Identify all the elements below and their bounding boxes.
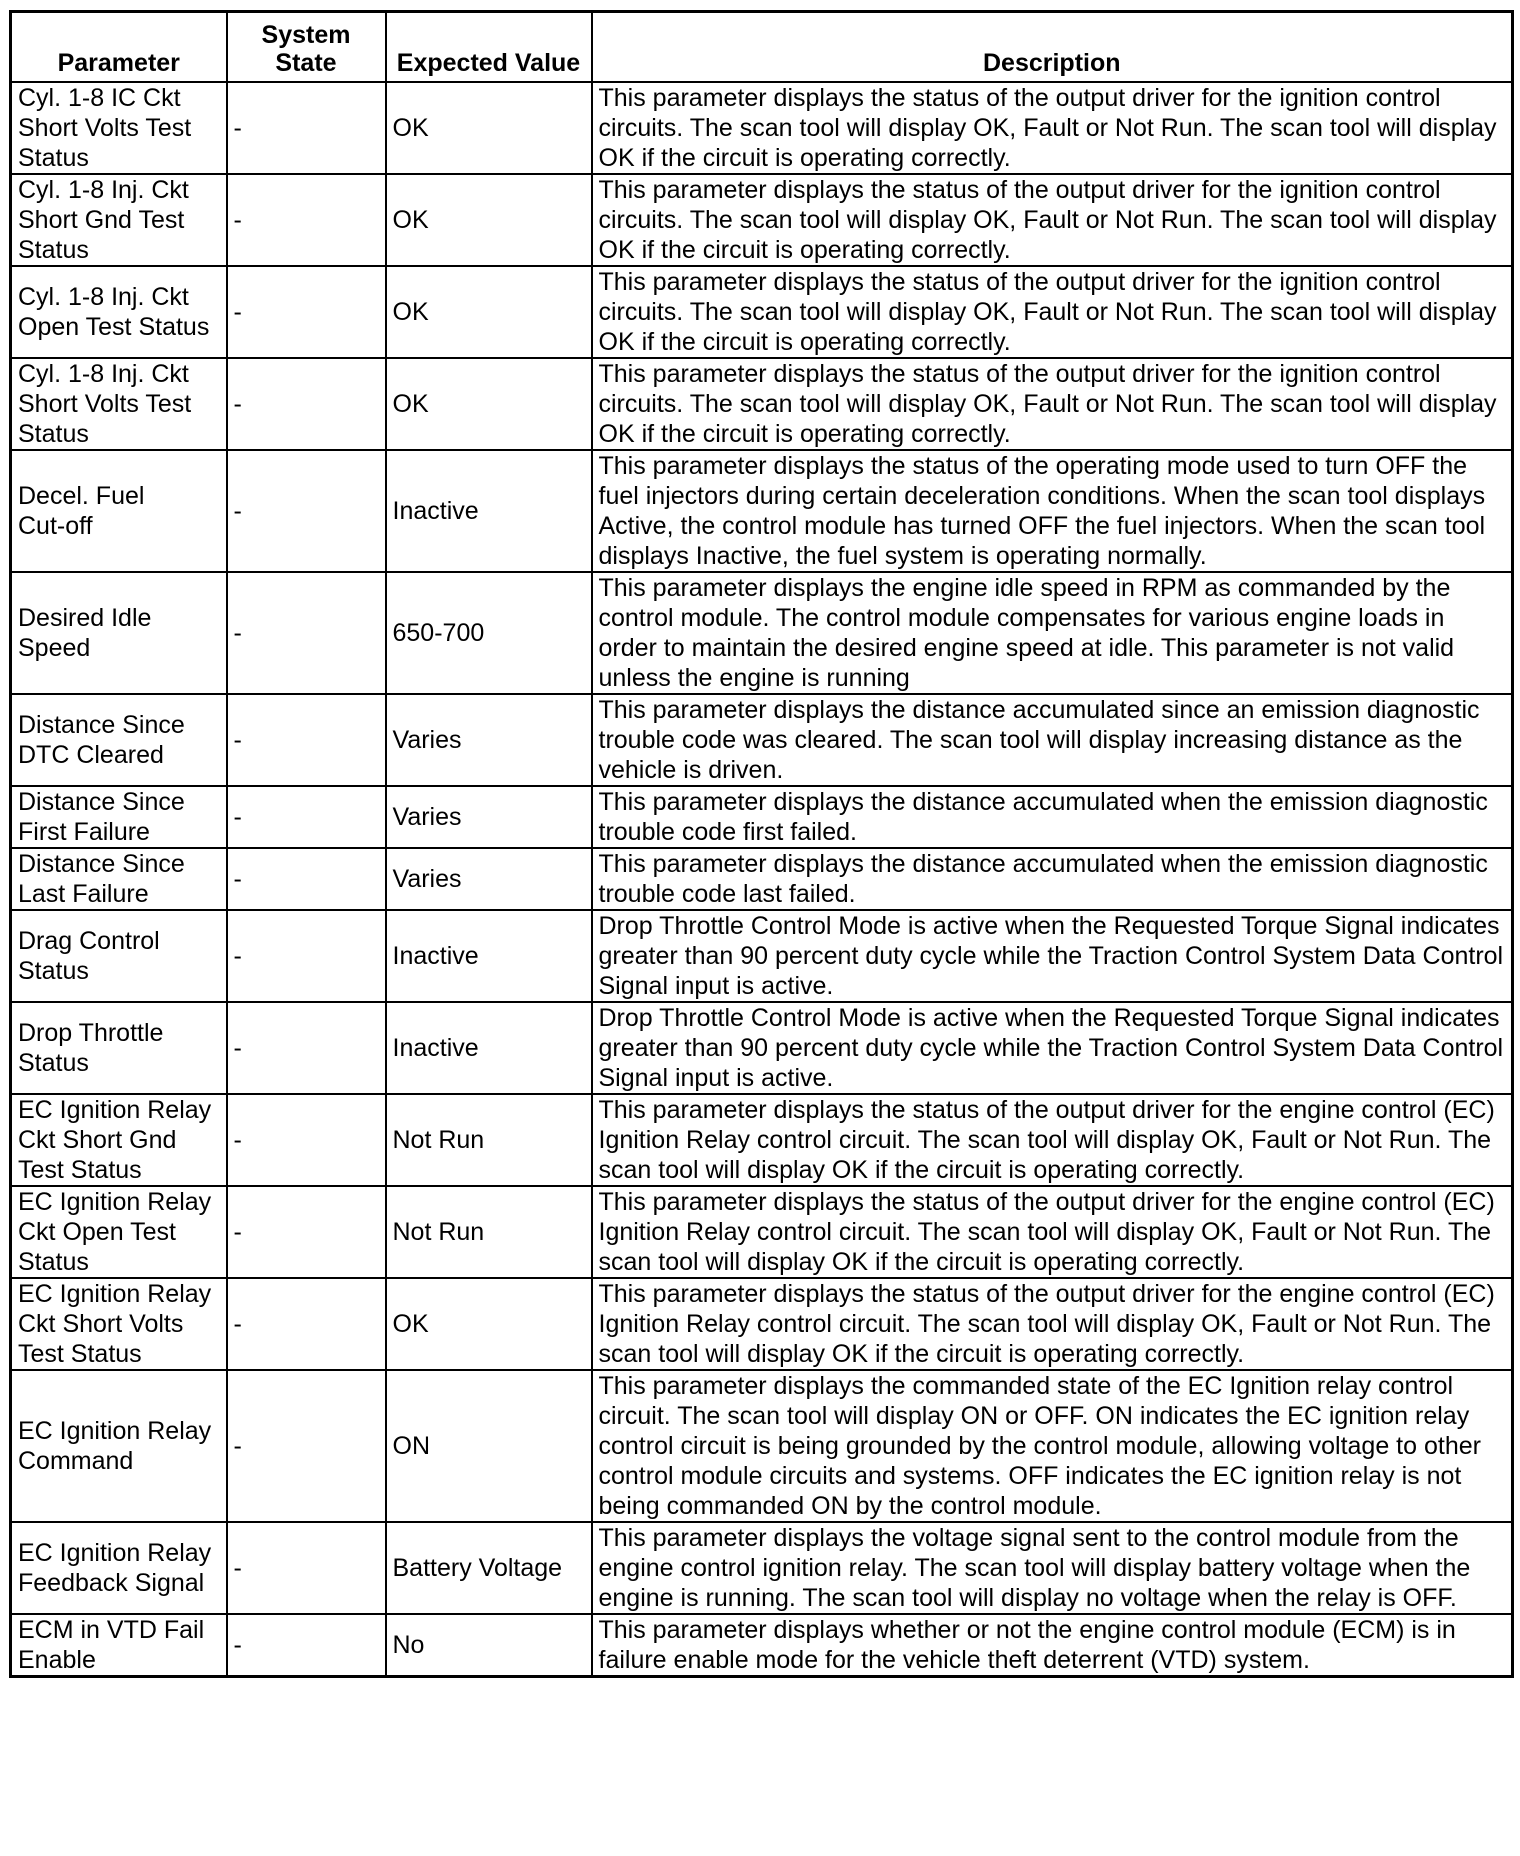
table-row bbox=[11, 1094, 1513, 1186]
parameter-cell bbox=[11, 450, 227, 572]
parameter-line: Decel. Fuel bbox=[18, 482, 145, 510]
parameter-line: Ckt Short Volts bbox=[18, 1310, 184, 1338]
parameter-line: First Failure bbox=[18, 818, 150, 846]
parameter-table-sheet bbox=[9, 10, 1511, 1678]
expected-value-cell: Not Run bbox=[386, 1186, 592, 1278]
description-line: unless the engine is running bbox=[598, 664, 910, 692]
parameter-cell bbox=[11, 786, 227, 848]
description-line: Drop Throttle Control Mode is active when the Requested Torque Signal indicates bbox=[598, 912, 1500, 940]
parameter-line: Status bbox=[18, 144, 89, 172]
description-line: greater than 90 percent duty cycle while the Traction Control System Data Control bbox=[598, 942, 1504, 970]
description-cell bbox=[592, 450, 1513, 572]
description-line: Signal input is active. bbox=[598, 972, 834, 1000]
expected-value-cell: OK bbox=[386, 266, 592, 358]
description-line: Ignition Relay control circuit. The scan tool will display OK, Fault or Not Run. The bbox=[598, 1126, 1492, 1154]
parameter-line: Short Volts Test bbox=[18, 114, 192, 142]
system-state-cell: - bbox=[227, 694, 386, 786]
expected-value-cell: OK bbox=[386, 1278, 592, 1370]
parameter-cell bbox=[11, 358, 227, 450]
parameter-line: ECM in VTD Fail bbox=[18, 1616, 205, 1644]
table-row bbox=[11, 1614, 1513, 1677]
system-state-cell: - bbox=[227, 848, 386, 910]
expected-value-cell: OK bbox=[386, 174, 592, 266]
header-system-state-line1: System bbox=[261, 21, 351, 49]
expected-value-cell: Inactive bbox=[386, 450, 592, 572]
description-line: scan tool will display OK if the circuit is operating correctly. bbox=[598, 1248, 1245, 1276]
description-cell bbox=[592, 1186, 1513, 1278]
table-row bbox=[11, 786, 1513, 848]
description-cell bbox=[592, 1002, 1513, 1094]
description-line: circuits. The scan tool will display OK, Fault or Not Run. The scan tool will display bbox=[598, 206, 1497, 234]
parameter-line: Desired Idle bbox=[18, 604, 152, 632]
description-line: engine control ignition relay. The scan tool will display battery voltage when the bbox=[598, 1554, 1471, 1582]
description-line: This parameter displays the distance accumulated when the emission diagnostic bbox=[598, 850, 1488, 878]
description-cell bbox=[592, 786, 1513, 848]
parameter-cell bbox=[11, 1278, 227, 1370]
system-state-cell: - bbox=[227, 910, 386, 1002]
expected-value-cell: Varies bbox=[386, 694, 592, 786]
parameter-cell bbox=[11, 1094, 227, 1186]
parameter-cell bbox=[11, 266, 227, 358]
parameter-cell bbox=[11, 1522, 227, 1614]
parameter-line: Status bbox=[18, 957, 89, 985]
expected-value-cell: Inactive bbox=[386, 910, 592, 1002]
header-row bbox=[11, 12, 1513, 83]
table-row bbox=[11, 1186, 1513, 1278]
expected-value-cell: OK bbox=[386, 82, 592, 174]
system-state-cell: - bbox=[227, 358, 386, 450]
description-line: This parameter displays the engine idle speed in RPM as commanded by the bbox=[598, 574, 1451, 602]
expected-value-cell: ON bbox=[386, 1370, 592, 1522]
system-state-cell: - bbox=[227, 266, 386, 358]
description-cell bbox=[592, 358, 1513, 450]
parameter-line: Last Failure bbox=[18, 880, 149, 908]
description-line: circuits. The scan tool will display OK, Fault or Not Run. The scan tool will display bbox=[598, 298, 1497, 326]
expected-value-cell: No bbox=[386, 1614, 592, 1677]
parameter-line: EC Ignition Relay bbox=[18, 1188, 212, 1216]
system-state-cell: - bbox=[227, 1002, 386, 1094]
parameter-cell bbox=[11, 910, 227, 1002]
system-state-cell: - bbox=[227, 1094, 386, 1186]
system-state-cell: - bbox=[227, 1278, 386, 1370]
expected-value-cell: Battery Voltage bbox=[386, 1522, 592, 1614]
parameter-cell bbox=[11, 1002, 227, 1094]
description-line: scan tool will display OK if the circuit is operating correctly. bbox=[598, 1340, 1245, 1368]
description-line: greater than 90 percent duty cycle while the Traction Control System Data Control bbox=[598, 1034, 1504, 1062]
description-line: This parameter displays the status of the output driver for the ignition control bbox=[598, 360, 1441, 388]
description-cell bbox=[592, 848, 1513, 910]
parameter-cell bbox=[11, 1370, 227, 1522]
header-description: Description bbox=[592, 12, 1513, 83]
description-cell bbox=[592, 1614, 1513, 1677]
parameter-line: Cut-off bbox=[18, 512, 93, 540]
parameter-line: Status bbox=[18, 236, 89, 264]
expected-value-cell: Varies bbox=[386, 848, 592, 910]
table-row bbox=[11, 358, 1513, 450]
parameter-line: EC Ignition Relay bbox=[18, 1417, 212, 1445]
description-line: scan tool will display OK if the circuit is operating correctly. bbox=[598, 1156, 1245, 1184]
header-expected-value: Expected Value bbox=[386, 12, 592, 83]
parameter-line: DTC Cleared bbox=[18, 741, 164, 769]
parameter-line: Short Volts Test bbox=[18, 390, 192, 418]
description-line: Ignition Relay control circuit. The scan tool will display OK, Fault or Not Run. The bbox=[598, 1310, 1492, 1338]
system-state-cell: - bbox=[227, 1186, 386, 1278]
description-line: This parameter displays the commanded state of the EC Ignition relay control bbox=[598, 1372, 1454, 1400]
table-row bbox=[11, 1370, 1513, 1522]
parameter-line: Test Status bbox=[18, 1156, 142, 1184]
system-state-cell: - bbox=[227, 1370, 386, 1522]
parameter-cell bbox=[11, 1614, 227, 1677]
description-line: This parameter displays the status of the output driver for the engine control (EC) bbox=[598, 1280, 1495, 1308]
description-line: This parameter displays the status of the output driver for the engine control (EC) bbox=[598, 1096, 1495, 1124]
description-line: trouble code first failed. bbox=[598, 818, 857, 846]
parameter-line: Status bbox=[18, 1049, 89, 1077]
parameter-cell bbox=[11, 1186, 227, 1278]
description-line: vehicle is driven. bbox=[598, 756, 784, 784]
parameter-line: Short Gnd Test bbox=[18, 206, 185, 234]
expected-value-cell: Not Run bbox=[386, 1094, 592, 1186]
parameter-line: Cyl. 1-8 Inj. Ckt bbox=[18, 360, 189, 388]
parameter-line: Distance Since bbox=[18, 850, 185, 878]
description-cell bbox=[592, 82, 1513, 174]
header-system-state-line2: State bbox=[275, 49, 337, 77]
description-line: control circuit is being grounded by the control module, allowing voltage to other bbox=[598, 1432, 1481, 1460]
description-line: This parameter displays the status of the output driver for the ignition control bbox=[598, 84, 1441, 112]
description-line: This parameter displays the distance accumulated when the emission diagnostic bbox=[598, 788, 1488, 816]
description-line: OK if the circuit is operating correctly. bbox=[598, 420, 1011, 448]
description-line: engine is running. The scan tool will display no voltage when the relay is OFF. bbox=[598, 1584, 1457, 1612]
parameter-line: Cyl. 1-8 IC Ckt bbox=[18, 84, 181, 112]
description-line: circuits. The scan tool will display OK, Fault or Not Run. The scan tool will display bbox=[598, 390, 1497, 418]
expected-value-cell: Inactive bbox=[386, 1002, 592, 1094]
header-parameter: Parameter bbox=[11, 12, 227, 83]
system-state-cell: - bbox=[227, 82, 386, 174]
table-row bbox=[11, 266, 1513, 358]
table-row bbox=[11, 82, 1513, 174]
description-line: This parameter displays the voltage signal sent to the control module from the bbox=[598, 1524, 1459, 1552]
description-line: trouble code was cleared. The scan tool will display increasing distance as the bbox=[598, 726, 1463, 754]
description-line: OK if the circuit is operating correctly. bbox=[598, 144, 1011, 172]
parameter-line: Distance Since bbox=[18, 788, 185, 816]
table-row bbox=[11, 1522, 1513, 1614]
description-line: trouble code last failed. bbox=[598, 880, 856, 908]
parameter-line: Cyl. 1-8 Inj. Ckt bbox=[18, 176, 189, 204]
table-row bbox=[11, 450, 1513, 572]
table-row bbox=[11, 1002, 1513, 1094]
parameter-line: Enable bbox=[18, 1646, 96, 1674]
description-line: This parameter displays the status of the output driver for the ignition control bbox=[598, 176, 1441, 204]
description-line: circuit. The scan tool will display ON or OFF. ON indicates the EC ignition relay bbox=[598, 1402, 1470, 1430]
description-line: failure enable mode for the vehicle theft deterrent (VTD) system. bbox=[598, 1646, 1310, 1674]
system-state-cell: - bbox=[227, 450, 386, 572]
table-row bbox=[11, 848, 1513, 910]
table-row bbox=[11, 910, 1513, 1002]
parameter-line: Test Status bbox=[18, 1340, 142, 1368]
parameter-line: Drag Control bbox=[18, 927, 160, 955]
description-line: control module. The control module compensates for various engine loads in bbox=[598, 604, 1445, 632]
description-cell bbox=[592, 694, 1513, 786]
system-state-cell: - bbox=[227, 1522, 386, 1614]
parameter-line: EC Ignition Relay bbox=[18, 1280, 212, 1308]
description-line: control module circuits and systems. OFF indicates the EC ignition relay is not bbox=[598, 1462, 1462, 1490]
description-line: Signal input is active. bbox=[598, 1064, 834, 1092]
description-cell bbox=[592, 1370, 1513, 1522]
description-cell bbox=[592, 572, 1513, 694]
parameter-line: Status bbox=[18, 1248, 89, 1276]
description-cell bbox=[592, 910, 1513, 1002]
description-line: This parameter displays the status of the output driver for the engine control (EC) bbox=[598, 1188, 1495, 1216]
description-cell bbox=[592, 1278, 1513, 1370]
parameter-line: Drop Throttle bbox=[18, 1019, 164, 1047]
expected-value-cell: OK bbox=[386, 358, 592, 450]
parameter-line: EC Ignition Relay bbox=[18, 1096, 212, 1124]
system-state-cell: - bbox=[227, 174, 386, 266]
parameter-line: Status bbox=[18, 420, 89, 448]
description-line: displays Inactive, the fuel system is operating normally. bbox=[598, 542, 1207, 570]
description-line: circuits. The scan tool will display OK, Fault or Not Run. The scan tool will display bbox=[598, 114, 1497, 142]
description-cell bbox=[592, 174, 1513, 266]
table-header bbox=[11, 12, 1513, 83]
parameter-line: Ckt Short Gnd bbox=[18, 1126, 177, 1154]
parameter-line: Cyl. 1-8 Inj. Ckt bbox=[18, 283, 189, 311]
parameter-cell bbox=[11, 174, 227, 266]
parameter-line: Open Test Status bbox=[18, 313, 210, 341]
table-body bbox=[11, 82, 1513, 1677]
parameter-table bbox=[9, 10, 1514, 1678]
description-cell bbox=[592, 266, 1513, 358]
description-line: order to maintain the desired engine speed at idle. This parameter is not valid bbox=[598, 634, 1455, 662]
description-line: OK if the circuit is operating correctly. bbox=[598, 328, 1011, 356]
parameter-cell bbox=[11, 572, 227, 694]
parameter-cell bbox=[11, 848, 227, 910]
parameter-line: Command bbox=[18, 1447, 134, 1475]
parameter-cell bbox=[11, 694, 227, 786]
system-state-cell: - bbox=[227, 572, 386, 694]
description-line: Drop Throttle Control Mode is active when the Requested Torque Signal indicates bbox=[598, 1004, 1500, 1032]
description-line: Ignition Relay control circuit. The scan tool will display OK, Fault or Not Run. The bbox=[598, 1218, 1492, 1246]
description-cell bbox=[592, 1522, 1513, 1614]
expected-value-cell: 650-700 bbox=[386, 572, 592, 694]
table-row bbox=[11, 572, 1513, 694]
system-state-cell: - bbox=[227, 1614, 386, 1677]
parameter-line: Distance Since bbox=[18, 711, 185, 739]
expected-value-cell: Varies bbox=[386, 786, 592, 848]
description-line: This parameter displays whether or not the engine control module (ECM) is in bbox=[598, 1616, 1456, 1644]
parameter-line: EC Ignition Relay bbox=[18, 1539, 212, 1567]
header-system-state bbox=[227, 12, 386, 83]
parameter-cell bbox=[11, 82, 227, 174]
description-line: being commanded ON by the control module. bbox=[598, 1492, 1102, 1520]
description-line: Active, the control module has turned OFF the fuel injectors. When the scan tool bbox=[598, 512, 1486, 540]
table-row bbox=[11, 1278, 1513, 1370]
description-line: fuel injectors during certain deceleration conditions. When the scan tool displays bbox=[598, 482, 1486, 510]
parameter-line: Speed bbox=[18, 634, 91, 662]
table-row bbox=[11, 174, 1513, 266]
description-cell bbox=[592, 1094, 1513, 1186]
description-line: OK if the circuit is operating correctly. bbox=[598, 236, 1011, 264]
table-row bbox=[11, 694, 1513, 786]
description-line: This parameter displays the status of the operating mode used to turn OFF the bbox=[598, 452, 1468, 480]
parameter-line: Feedback Signal bbox=[18, 1569, 205, 1597]
description-line: This parameter displays the status of the output driver for the ignition control bbox=[598, 268, 1441, 296]
parameter-line: Ckt Open Test bbox=[18, 1218, 176, 1246]
description-line: This parameter displays the distance accumulated since an emission diagnostic bbox=[598, 696, 1480, 724]
system-state-cell: - bbox=[227, 786, 386, 848]
